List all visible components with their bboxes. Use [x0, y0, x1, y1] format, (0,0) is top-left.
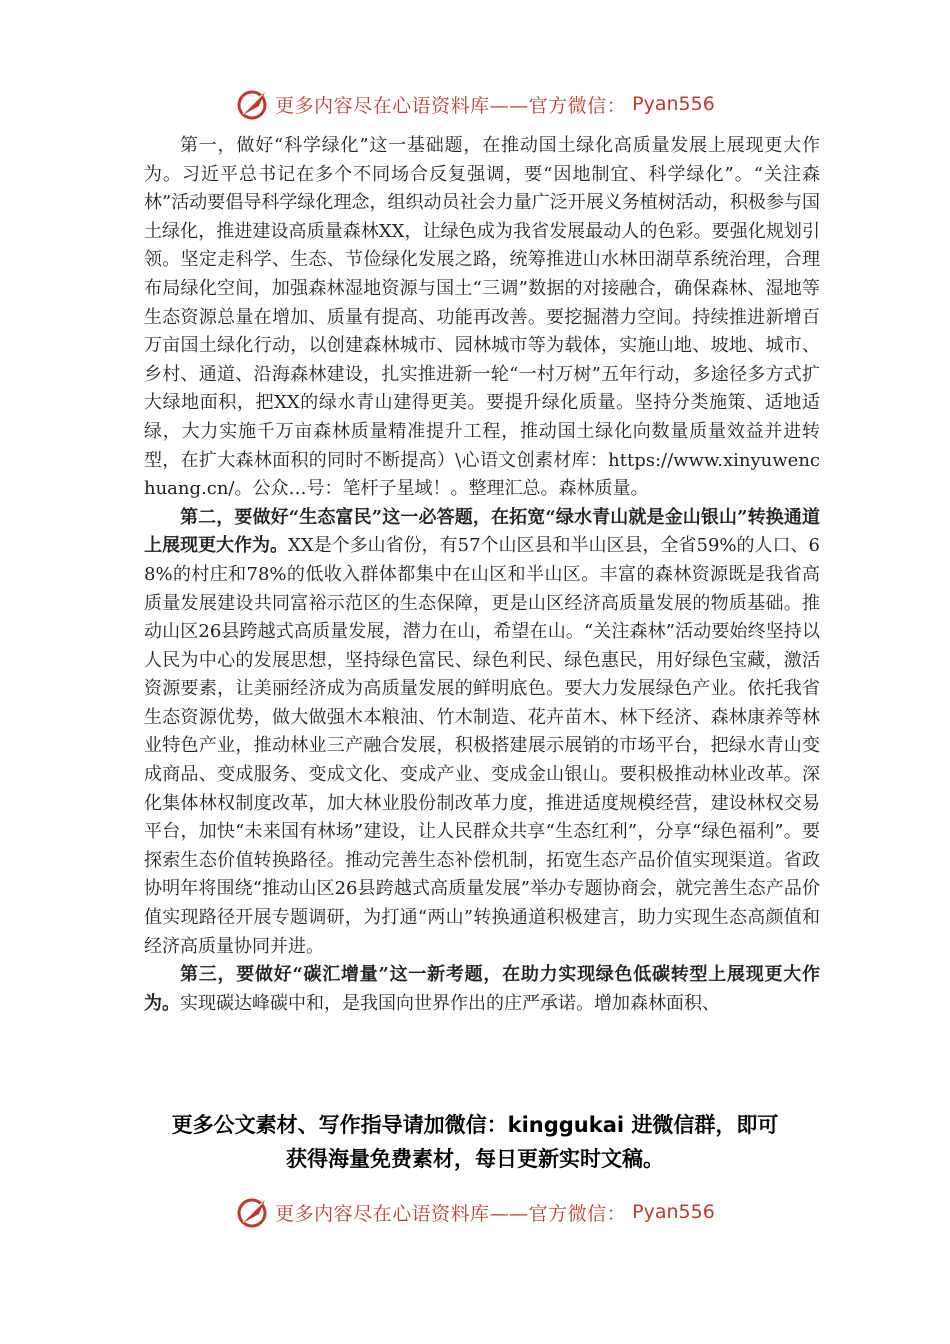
paragraph-text: 实现碳达峰碳中和，是我国向世界作出的庄严承诺。增加森林面积、 — [180, 992, 720, 1014]
banner-text: 更多内容尽在心语资料库——官方微信： — [275, 1202, 627, 1225]
banner-account: Pyan556 — [632, 1201, 715, 1223]
banner-text: 更多内容尽在心语资料库——官方微信： — [275, 94, 627, 117]
quill-logo-icon — [235, 1194, 271, 1230]
promo-line-2: 获得海量免费素材，每日更新实时文稿。 — [286, 1147, 664, 1171]
paragraph-text: XX是个多山省份，有57个山区县和半山区县，全省59%的人口、68%的村庄和78%的低收入群体都集中在山区和半山区。丰富的森林资源既是我省高质量发展建设共同富裕示范区的生态保障，更是山区经济高质量发展的物质基础。推动山区26县跨越式高质量发展，潜力在山，希望在山。“关注森林”活动要始终坚持以人民为中心的发展思想，坚持绿色富民、绿色利民、绿色惠民，用好绿色宝藏，激活资源要素，让美丽经济成为高质量发展的鲜明底色。要大力发展绿色产业。依托我省生态资源优势，做大做强木本粮油、竹木制造、花卉苗木、林下经济、森林康养等林业特色产业，推动林业三产融合发展，积极搭建展示展销的市场平台，把绿水青山变成商品、变成服务、变成文化、变成产业、变成金山银山。要积极推动林业改革。深化集体林权制度改革，加大林业股份制改革力度，推进适度规模经营，建设林权交易平台，加快“未来国有林场”建设，让人民群众共享“生态红利”，分享“绿色福利”。要探索生态价值转换路径。推动完善生态补偿机制，拓宽生态产品价值实现渠道。省政协明年将围绕“推动山区26县跨越式高质量发展”举办专题协商会，就完善生态产品价值实现路径开展专题调研，为打通“两山”转换通道积极建言，助力实现生态高颜值和经济高质量协同并进。 — [144, 535, 820, 957]
promo-notice — [0, 1108, 950, 1176]
paragraph-lead: 第二，要做好“生态富民”这一必答题，在拓宽“绿水青山就是金山银山”转换通道上展现更大作为。 — [144, 506, 820, 557]
banner-account: Pyan556 — [632, 93, 715, 115]
article-body — [144, 132, 820, 1018]
paragraph-text: 第一，做好“科学绿化”这一基础题，在推动国土绿化高质量发展上展现更大作为。习近平总书记在多个不同场合反复强调，要“因地制宜、科学绿化”。“关注森林”活动要倡导科学绿化理念，组织动员社会力量广泛开展义务植树活动，积极参与国土绿化，推进建设高质量森林XX，让绿色成为我省发展最动人的色彩。要强化规划引领。坚定走科学、生态、节俭绿化发展之路，统筹推进山水林田湖草系统治理，合理布局绿化空间，加强森林湿地资源与国土“三调”数据的对接融合，确保森林、湿地等生态资源总量在增加、质量有提高、功能再改善。要挖掘潜力空间。持续推进新增百万亩国土绿化行动，以创建森林城市、园林城市等为载体，实施山地、坡地、城市、乡村、通道、沿海森林建设，扎实推进新一轮“一村万树”五年行动，多途径多方式扩大绿地面积，把XX的绿水青山建得更美。要提升绿化质量。坚持分类施策、适地适绿，大力实施千万亩森林质量精准提升工程，推动国土绿化向数量质量效益并进转型，在扩大森林面积的同时不断提高）\心语文创素材库：https://www.xinyuwenchuang.cn/。公众…号：笔杆子星域！。整理汇总。森林质量。 — [144, 135, 821, 500]
paragraph-2 — [144, 504, 820, 962]
paragraph-1 — [144, 132, 820, 504]
footer-banner — [0, 1192, 950, 1232]
paragraph-3 — [144, 961, 820, 1018]
paragraph-lead: 第三，要做好“碳汇增量”这一新考题，在助力实现绿色低碳转型上展现更大作为。 — [144, 964, 820, 1014]
header-banner — [0, 84, 950, 124]
promo-line-1: 更多公文素材、写作指导请加微信：kinggukai 进微信群，即可 — [171, 1113, 779, 1137]
quill-logo-icon — [235, 86, 271, 122]
